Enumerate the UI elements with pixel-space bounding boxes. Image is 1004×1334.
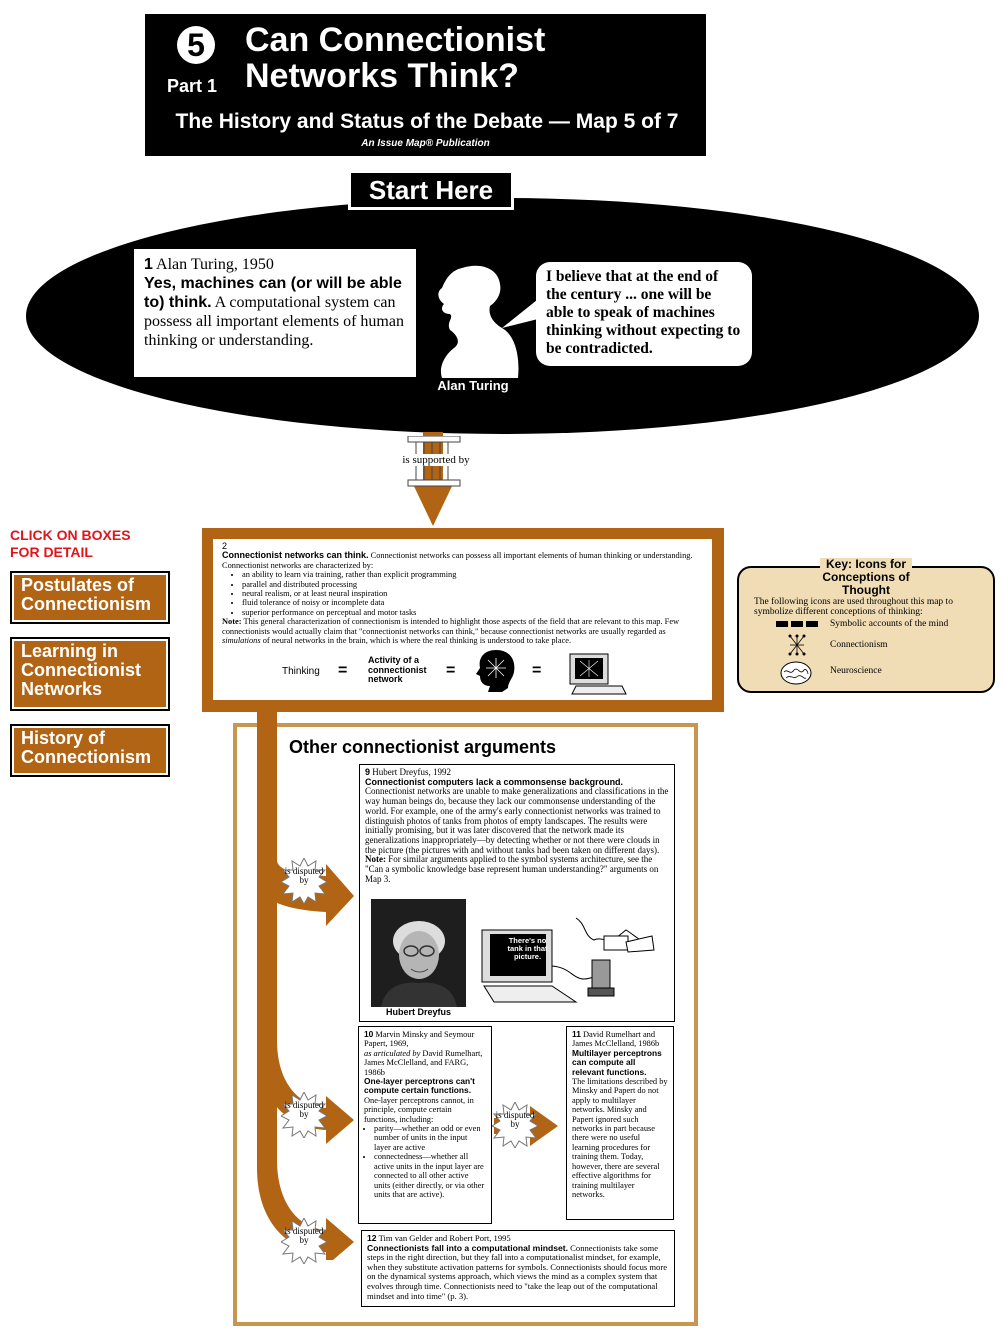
- list-item: • parallel and distributed processing: [242, 580, 703, 589]
- claim-author: Hubert Dreyfus, 1992: [372, 767, 451, 777]
- equation-thinking: Thinking: [282, 666, 320, 677]
- dreyfus-photo: [371, 899, 466, 1007]
- computer-icon: [566, 652, 628, 696]
- claim-headline: Connectionist networks can think.: [222, 550, 369, 561]
- claim-12-box[interactable]: [361, 1230, 675, 1307]
- equals-sign: =: [338, 662, 348, 679]
- page-title: Can Connectionist Networks Think?: [245, 21, 546, 95]
- claim-headline: Connectionists fall into a computational mindset.: [367, 1242, 569, 1253]
- start-here-label: Start Here: [348, 170, 514, 210]
- key-item-neuroscience: Neuroscience: [830, 666, 882, 676]
- map-header: [145, 14, 706, 156]
- claim-author: Tim van Gelder and Robert Port, 1995: [378, 1233, 511, 1243]
- note-emphasis: simulations: [222, 636, 261, 646]
- claim-1-box[interactable]: [133, 248, 417, 378]
- connectionism-icon: [788, 634, 806, 656]
- claim-bullet-list: [222, 570, 703, 617]
- note-text: of neural networks in the brain, which is where the real thinking is understood to take place.: [262, 636, 572, 646]
- claim-body: One-layer perceptrons cannot, in principle, compute certain functions, including:: [364, 1095, 474, 1124]
- claim-headline: Multilayer perceptrons can compute all relevant functions.: [572, 1047, 662, 1077]
- disputed-by-label: is disputed by: [492, 1102, 538, 1148]
- network-head-icon: [474, 648, 518, 694]
- claim-author: Marvin Minsky and Seymour Papert, 1969,: [364, 1030, 475, 1049]
- page-subtitle: The History and Status of the Debate — Map 5 of 7: [175, 110, 679, 133]
- publication-label: An Issue Map® Publication: [361, 138, 490, 149]
- claim-author: Alan Turing, 1950: [156, 256, 274, 273]
- claim-articulated: as articulated by: [364, 1048, 421, 1058]
- support-arrow-head-icon: [412, 482, 454, 526]
- symbolic-icon: [776, 620, 820, 628]
- nav-postulates-button[interactable]: Postulates of Connectionism: [10, 571, 170, 624]
- list-item: • an ability to learn via training, rather than explicit programming: [242, 570, 703, 579]
- map-number-badge: 5: [177, 26, 215, 64]
- note-label: Note:: [365, 854, 386, 865]
- claim-body: The limitations described by Minsky and Papert do not apply to multilayer networks. Minsky and Papert ignored such networks in part because there were no useful learning procedures for training them. Today, however, there are several effective algorithms for training multilayer networks.: [572, 1077, 668, 1199]
- claim-bullet-list: [364, 1124, 486, 1199]
- claim-body: A computational system can possess all important elements of human thinking or understanding.: [144, 294, 404, 349]
- nav-learning-button[interactable]: Learning in Connectionist Networks: [10, 637, 170, 711]
- list-item: • parity—whether an odd or even number of units in the input layer are active: [374, 1124, 486, 1152]
- claim-articulated-by: David Rumelhart, James McClelland, and FARG, 1986b: [364, 1048, 483, 1077]
- map-part-label: Part 1: [167, 76, 218, 96]
- supported-by-label: is supported by: [396, 454, 476, 466]
- computer-screen-text: There's no tank in that picture.: [507, 936, 548, 961]
- dreyfus-caption: Hubert Dreyfus: [385, 1007, 451, 1017]
- claim-number: 2: [222, 541, 228, 551]
- nav-history-button[interactable]: History of Connectionism: [10, 724, 170, 777]
- list-item: • superior performance on perceptual and motor tasks: [242, 608, 703, 617]
- note-text: This general characterization of connectionism is intended to highlight those aspects of the field that are relevant to this map. Few connectionists would actually claim that "connectionist networks can think," because connectionist networks are usually regarded as: [222, 617, 680, 636]
- other-arguments-title: Other connectionist arguments: [289, 737, 557, 757]
- note-text: For similar arguments applied to the symbol systems architecture, see the "Can a symbolic knowledge base represent human understanding?" arguments on Map 3.: [365, 854, 659, 884]
- claim-headline: One-layer perceptrons can't compute certain functions.: [364, 1076, 475, 1096]
- note-label: Note:: [222, 617, 242, 627]
- claim-number: 9: [365, 767, 371, 777]
- claim-11-box[interactable]: [566, 1026, 674, 1220]
- claim-number: 12: [367, 1233, 377, 1243]
- claim-author: David Rumelhart and James McClelland, 1986b: [572, 1030, 660, 1049]
- icon-key-title: Key: Icons for Conceptions of Thought: [820, 558, 912, 597]
- claim-number: 1: [144, 256, 153, 273]
- turing-caption: Alan Turing: [437, 378, 509, 393]
- claim-intro: Connectionist networks can possess all important elements of human thinking or understanding. Connectionist networks are characterized by:: [222, 551, 693, 570]
- key-item-symbolic: Symbolic accounts of the mind: [830, 619, 949, 629]
- claim-10-box[interactable]: [358, 1026, 492, 1224]
- claim-number: 10: [364, 1029, 374, 1039]
- claim-number: 11: [572, 1029, 581, 1039]
- list-item: • neural realism, or at least neural inspiration: [242, 589, 703, 598]
- claim-headline: Yes, machines can (or will be able to) think.: [144, 275, 402, 311]
- disputed-by-label: is disputed by: [281, 858, 327, 904]
- disputed-by-label: is disputed by: [281, 1092, 327, 1138]
- claim-body: Connectionists take some steps in the right direction, but they fall into a computationalist mindset, for example, when they substitute activation patterns for symbols. Connectionists should focus more on the dynamical systems approach, which views the mind as a complex system that evolves through time. Connectionists need to "take the leap out of the computational mindset and into time" (p. 3).: [367, 1242, 668, 1301]
- icon-key-description: The following icons are used throughout this map to symbolize different conceptions of thinking:: [754, 597, 953, 617]
- list-item: • connectedness—whether all active units in the input layer are connected to all other active units (either directly, or via other units that are active).: [374, 1152, 486, 1199]
- click-instruction: CLICK ON BOXES FOR DETAIL: [10, 527, 131, 560]
- claim-headline: Connectionist computers lack a commonsense background.: [365, 776, 624, 787]
- equation-activity: Activity of a connectionist network: [368, 655, 427, 684]
- equals-sign: =: [532, 662, 542, 679]
- brain-icon: [780, 660, 812, 686]
- tank-computer-illustration-icon: [476, 916, 676, 1006]
- equals-sign: =: [446, 662, 456, 679]
- dispute-arrows-icon: [256, 700, 366, 1260]
- disputed-by-label: is disputed by: [281, 1218, 327, 1264]
- turing-quote-bubble: I believe that at the end of the century ... one will be able to speak of machines thinking without expecting to be contradicted.: [536, 262, 752, 366]
- key-item-connectionism: Connectionism: [830, 640, 888, 650]
- claim-body: Connectionist networks are unable to make generalizations and classifications in the way human beings do, because they lack our commonsense understanding of the world. For example, one of the army's early connectionist networks was trained to distinguish photos of tanks from photos of empty landscapes. The results were initially promising, but it was later discovered that the network made its generalizations inappropriately—by detecting whether or not there were clouds in the picture (the pictures with and without tanks had been taken on different days).: [365, 786, 669, 855]
- list-item: • fluid tolerance of noisy or incomplete data: [242, 598, 703, 607]
